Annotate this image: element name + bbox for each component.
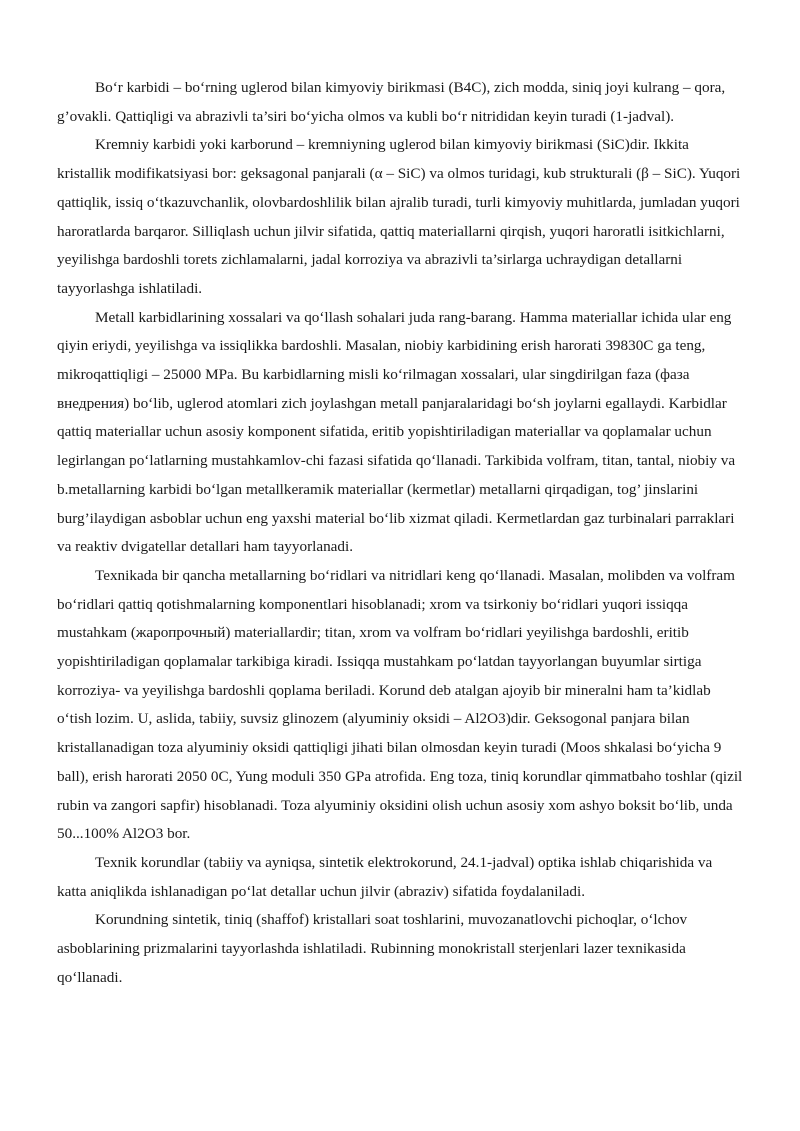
paragraph-silicon-carbide: Kremniy karbidi yoki karborund – kremniyning uglerod bilan kimyoviy birikmasi (SiC)dir. Ikkita kristallik modifikatsiyasi bor: geksagonal panjarali (α – SiC) va olmos turidagi, kub strukturali (β – SiC). Yuqori qattiqlik, issiq o‘tkazuvchanlik, olovbardoshlilik bilan ajralib turadi, turli kimyoviy muhitlarda, jumladan yuqori haroratlarda barqaror. Silliqlash uchun jilvir sifatida, qattiq materiallarni qirqish, yuqori haroratli isitkichlarni, yeyilishga bardoshli torets zichlamalarni, jadal korroziya va abrazivli ta’sirlarga uchraydigan detallarni tayyorlashga ishlatiladi. <box>57 136 741 297</box>
paragraph-boron-carbide: Bo‘r karbidi – bo‘rning uglerod bilan kimyoviy birikmasi (B4C), zich modda, siniq joyi kulrang – qora, g’ovakli. Qattiqligi va abrazivli ta’siri bo‘yicha olmos va kubli bo‘r nitrididan keyin turadi (1-jadval). <box>57 79 726 125</box>
paragraph-synthetic-corundum: Korundning sintetik, tiniq (shaffof) kristallari soat toshlarini, muvozanatlovchi pichoqlar, o‘lchov asboblarining prizmalarini tayyorlashda ishlatiladi. Rubinning monokristall sterjenlari lazer texnikasida qo‘llanadi. <box>57 911 688 986</box>
document-body <box>57 74 745 993</box>
paragraph-metal-carbides: Metall karbidlarining xossalari va qo‘llash sohalari juda rang-barang. Hamma materiallar ichida ular eng qiyin eriydi, yeyilishga va issiqlikka bardoshli. Masalan, niobiy karbidining erish harorati 39830C ga teng, mikroqattiqligi – 25000 MPa. Bu karbidlarning misli ko‘rilmagan xossalari, ular singdirilgan faza (фаза внедрения) bo‘lib, uglerod atomlari zich joylashgan metall panjaralaridagi bo‘sh joylarni egallaydi. Karbidlar qattiq materiallar uchun asosiy komponent sifatida, eritib yopishtiriladigan materiallar va qoplamalar uchun legirlangan po‘latlarning mustahkamlov-chi fazasi sifatida qo‘llanadi. Tarkibida volfram, titan, tantal, niobiy va b.metallarning karbidi bo‘lgan metallkeramik materiallar (kermetlar) metallarni qirqadigan, tog’ jinslarini burg’ilaydigan asboblar uchun eng yaxshi material bo‘lib xizmat qiladi. Kermetlardan gaz turbinalari parraklari va reaktiv dvigatellar detallari ham tayyorlanadi. <box>57 308 736 556</box>
paragraph-borides-nitrides-corundum: Texnikada bir qancha metallarning bo‘ridlari va nitridlari keng qo‘llanadi. Masalan, molibden va volfram bo‘ridlari qattiq qotishmalarning komponentlari hisoblanadi; xrom va tsirkoniy bo‘ridlari yuqori issiqqa mustahkam (жаропрочный) materiallardir; titan, xrom va volfram bo‘ridlari yeyilishga bardoshli, eritib yopishtiriladigan qoplamalar tarkibiga kiradi. Issiqqa mustahkam po‘latdan tayyorlangan buyumlar sirtiga korroziya- va yeyilishga bardoshli qoplama beriladi. Korund deb atalgan ajoyib bir mineralni ham ta’kidlab o‘tish lozim. U, aslida, tabiiy, suvsiz glinozem (alyuminiy oksidi – Al2O3)dir. Geksogonal panjara bilan kristallanadigan toza alyuminiy oksidi qattiqligi jihati bilan olmosdan keyin turadi (Moos shkalasi bo‘yicha 9 ball), erish harorati 2050 0C, Yung moduli 350 GPa atrofida. Eng toza, tiniq korundlar qimmatbaho toshlar (qizil rubin va zangori sapfir) hisoblanadi. Toza alyuminiy oksidini olish uchun asosiy xom ashyo boksit bo‘lib, unda 50...100% Al2O3 bor. <box>57 566 743 843</box>
paragraph-technical-corundum: Texnik korundlar (tabiiy va ayniqsa, sintetik elektrokorund, 24.1-jadval) optika ishlab chiqarishida va katta aniqlikda ishlanadigan po‘lat detallar uchun jilvir (abraziv) sifatida foydalaniladi. <box>57 853 713 900</box>
